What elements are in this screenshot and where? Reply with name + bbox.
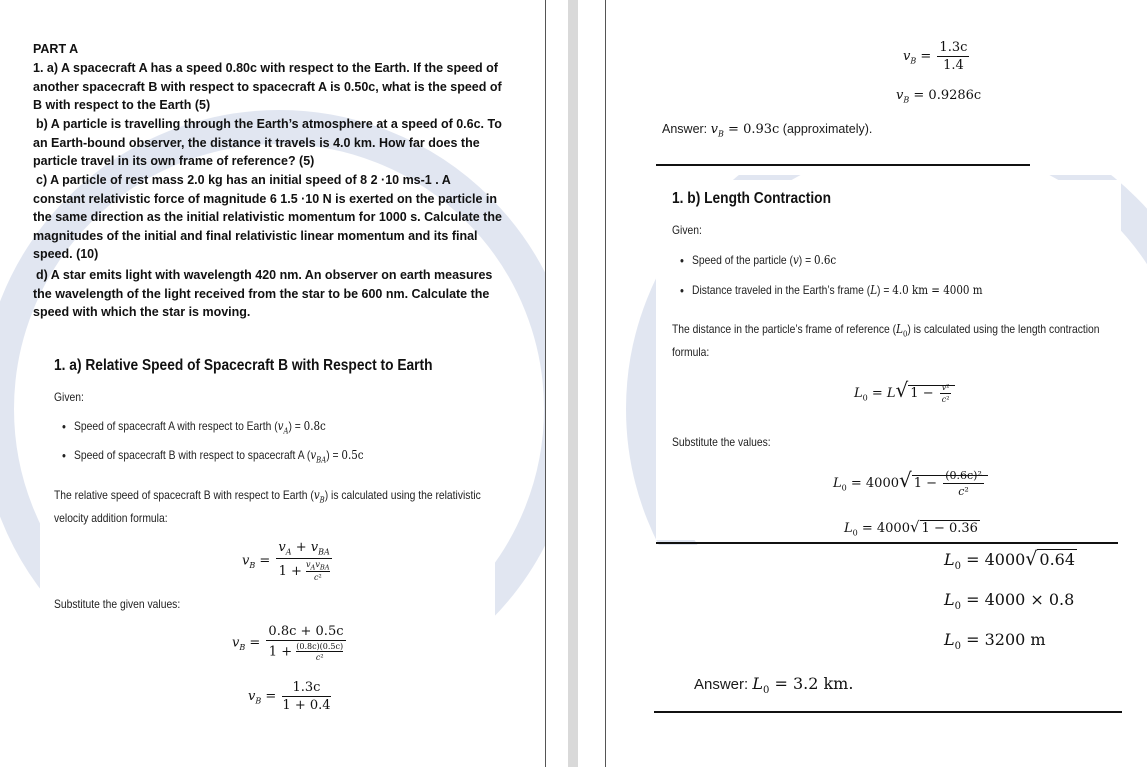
question-1d: d) A star emits light with wavelength 420 nm. An observer on earth measures the wavelength of the light received from the star to be 600 nm. Calculate the speed with which the star is moving.: [33, 268, 493, 319]
solution-b-explanation: The distance in the particle’s frame of reference $(L_0)$ is calculated using the length contraction: [672, 322, 1100, 339]
question-1a: 1. a) A spacecraft A has a speed 0.80c with respect to the Earth. If the speed of another spacecraft B with respect to spacecraft A is 0.50c, what is the speed of B with respect to the Earth (5): [33, 61, 502, 112]
page-gutter: [546, 0, 604, 767]
substituted-equation: $v_B$ = 0.8c + 0.5c 1 + $\frac{(0.8c)(0.5c)}{\text{c²}}$: [232, 624, 344, 662]
solution-b-explanation-2: formula:: [672, 345, 710, 359]
solution-a-heading: 1. a) Relative Speed of Spacecraft B with Respect to Earth: [54, 357, 433, 374]
substituted-length-equation: $L_0 = 4000√$ 1 − $\frac{\text{(0.6c)²}}{\text{c²}}$: [833, 468, 988, 498]
scrollbar-track[interactable]: [568, 0, 578, 767]
equation-vb-fraction: $v_B$ = $\frac{1.3c}{1.4}$: [903, 40, 968, 73]
solution-b-bullet-1: • Speed of the particle (v) = 0.6c: [692, 253, 836, 267]
length-step-5: $L_0 = 3200$ m: [944, 630, 1046, 653]
solution-a-given: Given:: [54, 390, 84, 404]
watermark-cover-right-2: [606, 0, 1147, 175]
answer-a: Answer: $v_B = 0.93c$ (approximately).: [662, 122, 873, 139]
solution-b-heading: 1. b) Length Contraction: [672, 190, 831, 207]
solution-a-explanation-2: velocity addition formula:: [54, 511, 168, 525]
divider-3: [654, 711, 1122, 713]
equation-vb-value: $v_B = 0.9286c$: [896, 88, 982, 105]
length-step-3: $L_0 = 4000√$ 0.64: [944, 548, 1076, 573]
solution-a-explanation: The relative speed of spacecraft B with respect to Earth $(v_B)$ is calculated using the relativistic: [54, 488, 481, 505]
question-1b: b) A particle is travelling through the Earth’s atmosphere at a speed of 0.6c. To an Earth-bound observer, the distance it travels is 4.0 km. How far does the particle travel in its own frame of reference? (5): [33, 117, 502, 168]
solution-a-bullet-1: • Speed of spacecraft A with respect to Earth $(v_A) = 0.8c$: [74, 419, 326, 435]
solution-b-bullet-2: • Distance traveled in the Earth’s frame (L) = 4.0 km = 4000 m: [692, 283, 983, 297]
length-step-4: $L_0 = 4000 \times 0.8$: [944, 590, 1075, 613]
solution-b-substitute: Substitute the values:: [672, 435, 771, 449]
simplified-equation: $v_B$ = $\frac{1.3c}{1 + 0.4}$: [248, 680, 331, 713]
solution-b-given: Given:: [672, 223, 702, 237]
watermark-cover-right-3: [646, 545, 1147, 767]
answer-b: Answer: $L_0 = 3.2$ km.: [694, 674, 854, 697]
length-contraction-formula: $L_0 = L√$ 1 − $\frac{\text{v²}}{\text{c²}}$: [854, 378, 955, 404]
length-step-2: $L_0 = 4000√$ 1 − 0.36: [844, 518, 978, 538]
solution-a-substitute: Substitute the given values:: [54, 597, 181, 611]
velocity-addition-formula: $v_B$ = $v_A + v_{BA}$ 1 + $\frac{v_Av_{BA}}{\text{c²}}$: [242, 540, 330, 583]
question-1c: c) A particle of rest mass 2.0 kg has an initial speed of 8 2 ·10 ms-1 . A constant relativistic force of magnitude 6 1.5 ·10 N is exerted on the particle in the same direction as the initial relativistic momentum for 1000 s. Calculate the magnitudes of the initial and final relativistic linear momentum and its final speed. (10): [33, 173, 502, 261]
part-title: PART A: [33, 42, 79, 56]
document-page-right: [605, 0, 1147, 767]
solution-a-bullet-2: • Speed of spacecraft B with respect to spacecraft A $(v_{BA}) = 0.5c$: [74, 448, 364, 464]
divider-2: [656, 542, 1118, 544]
document-page-left: [0, 0, 546, 767]
divider-1: [656, 164, 1030, 166]
